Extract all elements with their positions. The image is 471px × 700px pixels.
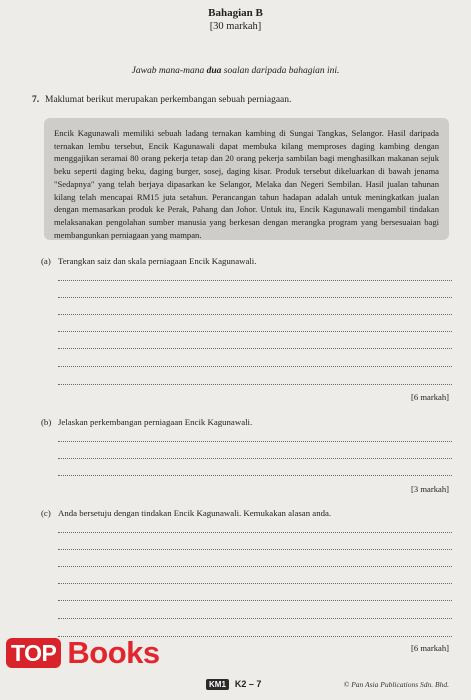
page-footer-tag bbox=[206, 677, 264, 691]
answer-line[interactable] bbox=[58, 566, 452, 567]
answer-line[interactable] bbox=[58, 366, 452, 367]
section-marks: [30 markah] bbox=[209, 21, 262, 32]
part-a-question: Terangkan saiz dan skala perniagaan Encik Kagunawali. bbox=[58, 256, 257, 266]
instruction-text-bold: dua bbox=[206, 66, 222, 76]
part-c-label: (c) bbox=[41, 508, 51, 518]
part-c-question: Anda bersetuju dengan tindakan Encik Kagunawali. Kemukakan alasan anda. bbox=[58, 508, 332, 518]
answer-line[interactable] bbox=[58, 618, 452, 619]
answer-line[interactable] bbox=[58, 475, 452, 476]
answer-line[interactable] bbox=[58, 280, 452, 281]
answer-line[interactable] bbox=[58, 549, 452, 550]
part-a-marks: [6 markah] bbox=[411, 392, 449, 402]
topbooks-watermark-logo bbox=[6, 634, 160, 672]
part-a-label: (a) bbox=[41, 256, 51, 266]
part-b-marks: [3 markah] bbox=[411, 484, 449, 494]
answer-line[interactable] bbox=[58, 384, 452, 385]
answer-line[interactable] bbox=[58, 348, 452, 349]
part-b-label: (b) bbox=[41, 417, 52, 427]
answer-line[interactable] bbox=[58, 458, 452, 459]
answer-line[interactable] bbox=[58, 331, 452, 332]
section-instruction bbox=[0, 66, 471, 76]
copyright-text: © Pan Asia Publications Sdn. Bhd. bbox=[343, 680, 449, 689]
page-code: K2 – 7 bbox=[234, 679, 262, 689]
answer-line[interactable] bbox=[58, 297, 452, 298]
part-c-marks: [6 markah] bbox=[411, 643, 449, 653]
part-b-question: Jelaskan perkembangan perniagaan Encik Kagunawali. bbox=[58, 417, 253, 427]
answer-line[interactable] bbox=[58, 532, 452, 533]
section-title: Bahagian B bbox=[208, 7, 263, 19]
instruction-text-before: Jawab mana-mana bbox=[131, 66, 207, 76]
answer-line[interactable] bbox=[58, 583, 452, 584]
question-stem: Maklumat berikut merupakan perkembangan sebuah perniagaan. bbox=[45, 95, 292, 105]
case-study-box: Encik Kagunawali memiliki sebuah ladang ternakan kambing di Sungai Tangkas, Selangor. Hasil daripada ternakan lembu tersebut, Encik Kagunawali dapat membuka kilang memproses daging kambing dengan menggajikan seramai 80 orang pekerja tetap dan 20 orang pekerja sambilan bagi menghasilkan makanan sejuk beku seperti daging beku, daging burger, sosej, daging kisar. Produk tersebut dikeluarkan di bawah jenama "Sedapnya" yang telah berjaya dipasarkan ke Selangor, Melaka dan Negeri Sembilan. Hasil jualan tahunan kilang telah mencapai RM15 juta setahun. Perancangan tahun hadapan adalah untuk meningkatkan jualan dengan memasarkan produk ke Perak, Pahang dan Johor. Untuk itu, Encik Kagunawali mengambil tindakan melaksanakan pengolahan sumber manusia yang berkesan dengan merangka program yang bersesuaian bagi membangunkan perniagaan yang mampan. bbox=[44, 118, 449, 240]
answer-line[interactable] bbox=[58, 314, 452, 315]
instruction-text-after: soalan daripada bahagian ini. bbox=[221, 66, 340, 76]
watermark-top: TOP bbox=[6, 638, 61, 668]
km1-badge: KM1 bbox=[206, 679, 229, 690]
answer-line[interactable] bbox=[58, 441, 452, 442]
question-number: 7. bbox=[32, 95, 40, 105]
section-header bbox=[0, 7, 471, 33]
answer-line[interactable] bbox=[58, 600, 452, 601]
watermark-books: Books bbox=[67, 635, 160, 670]
